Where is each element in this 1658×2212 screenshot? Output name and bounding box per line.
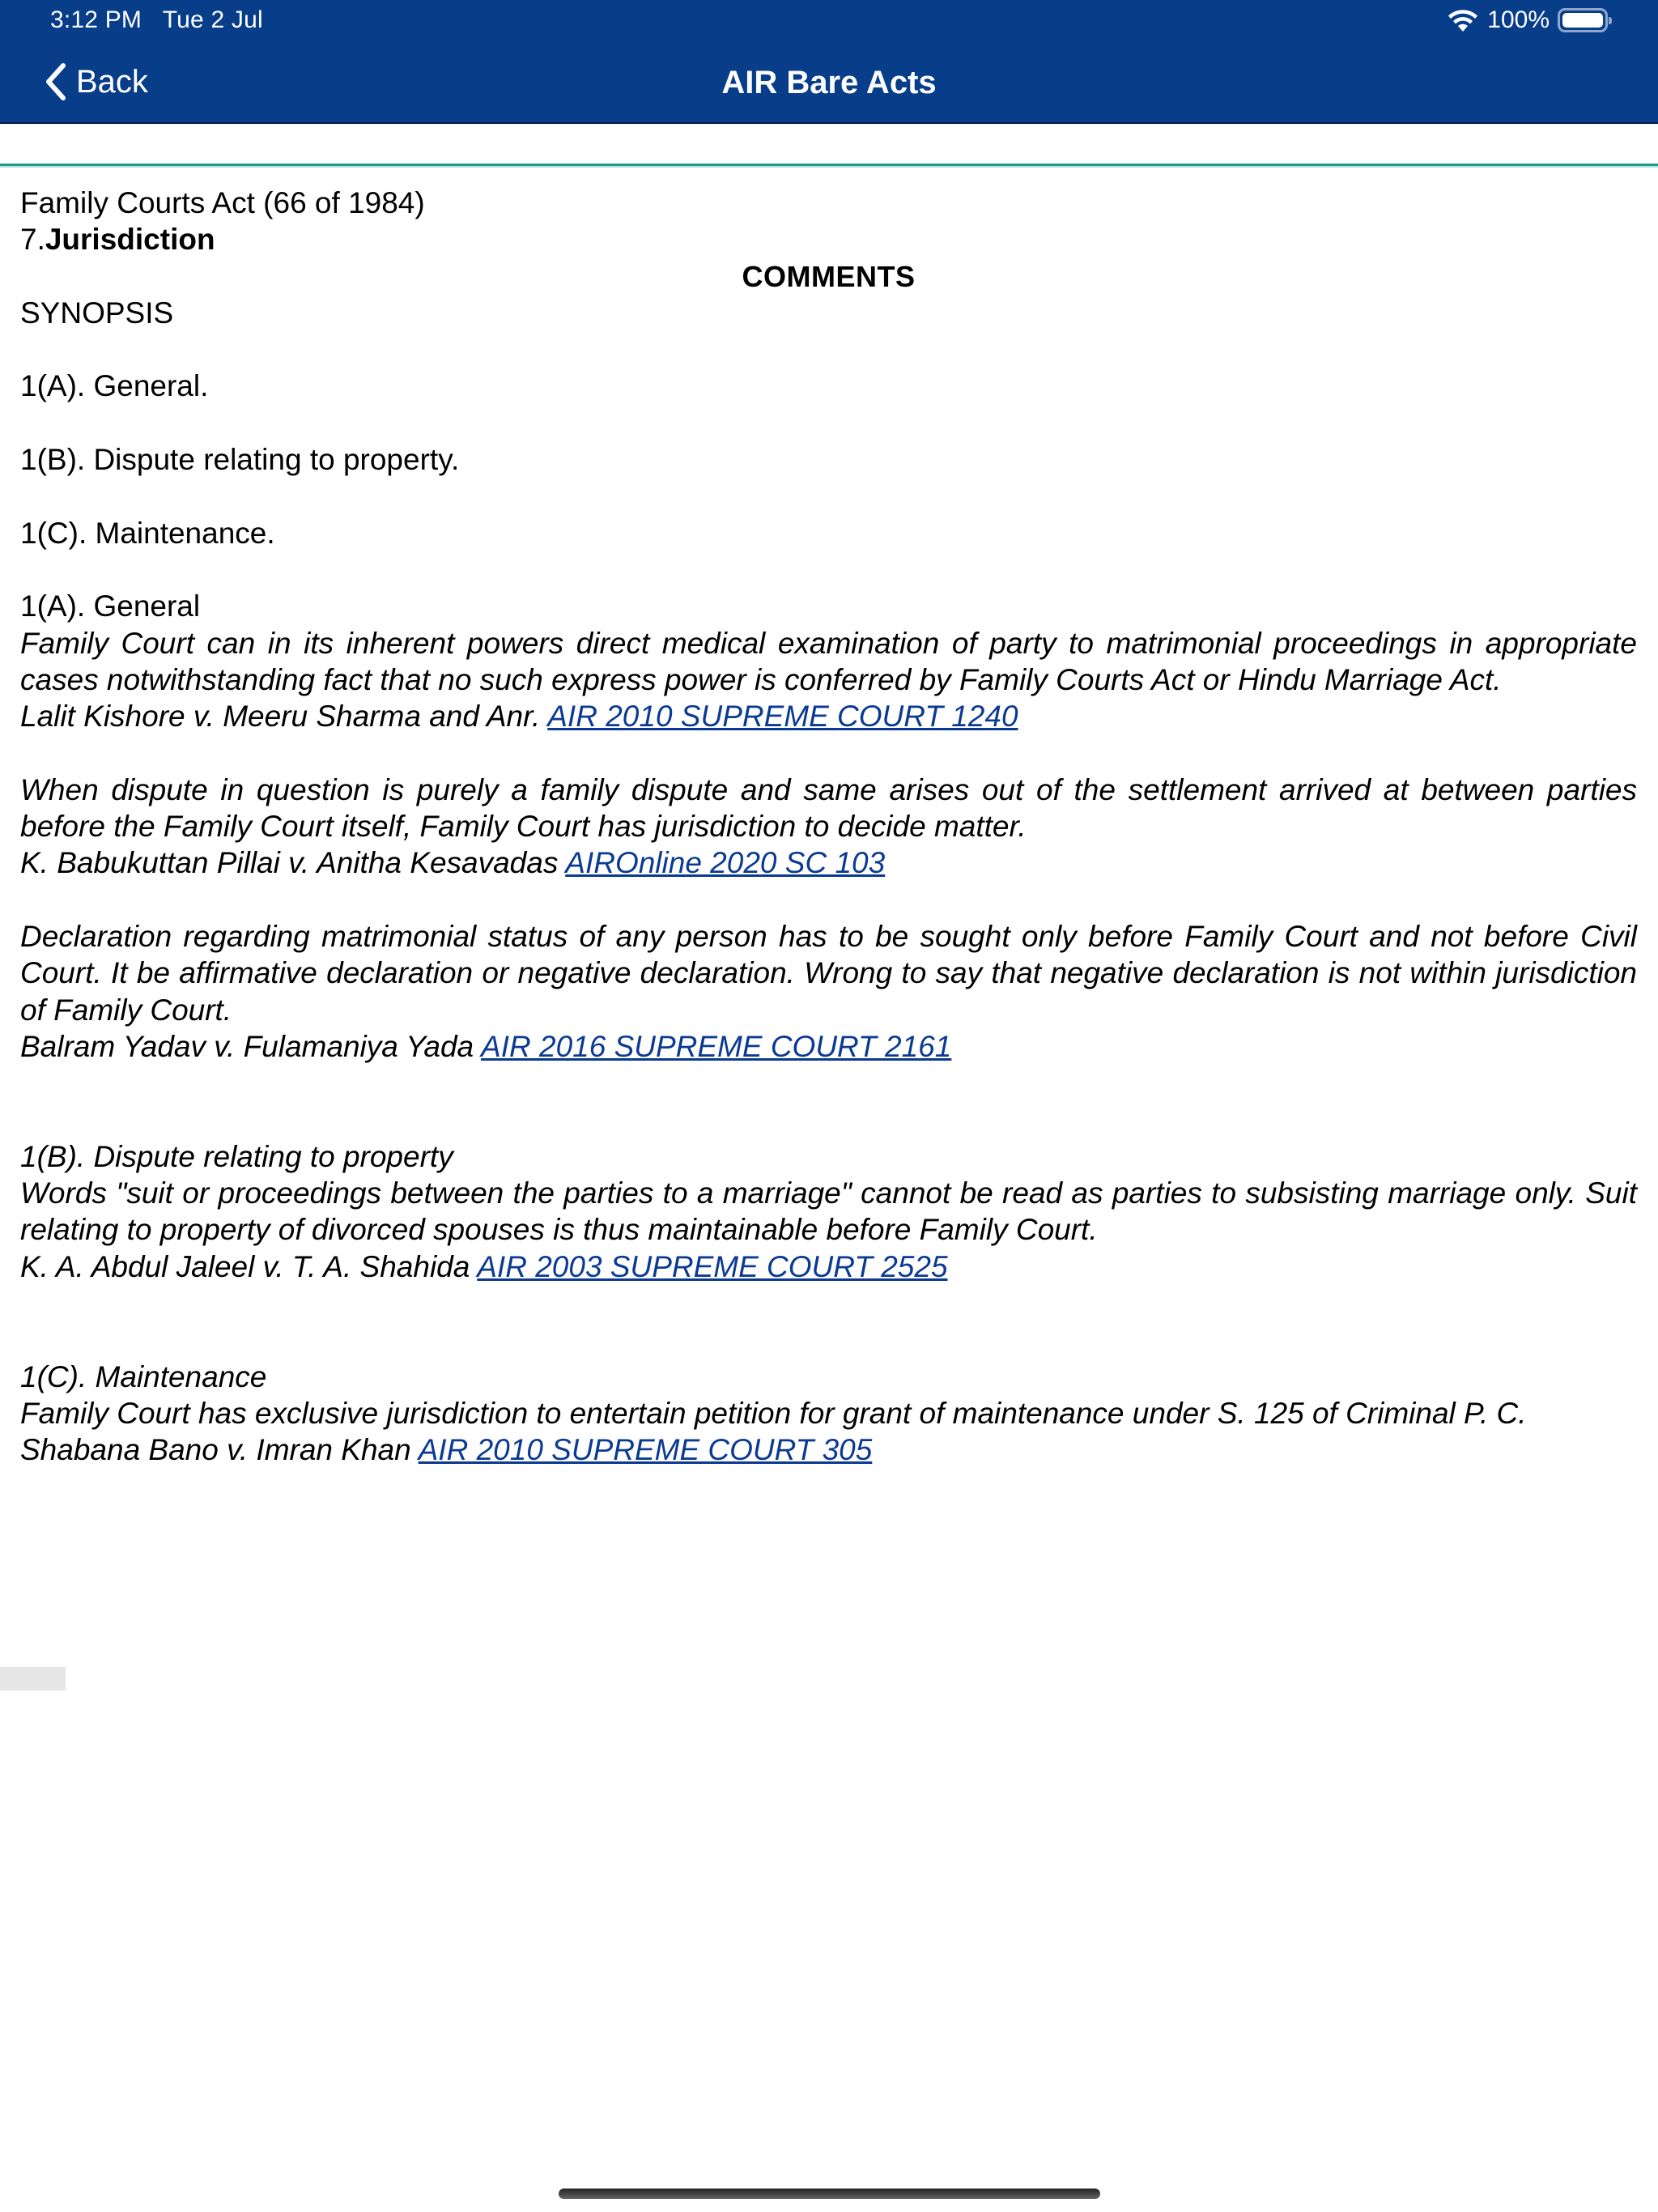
case-reference	[20, 698, 1637, 734]
wifi-icon	[1447, 7, 1479, 33]
citation-link[interactable]: AIR 2010 SUPREME COURT 305	[418, 1433, 873, 1467]
comment-text: Declaration regarding matrimonial status of any person has to be sought only before Family Court and not before Civil Court. It be affirmative declaration or negative declaration. Wrong to say that negative declaration is not within jurisdiction of Family Court.	[20, 919, 1637, 1027]
synopsis-item: 1(B). Dispute relating to property.	[20, 443, 460, 477]
citation-link[interactable]: AIROnline 2020 SC 103	[565, 846, 886, 880]
navigation-bar	[0, 0, 1658, 124]
synopsis-item: 1(C). Maintenance.	[20, 516, 275, 550]
back-label: Back	[76, 63, 148, 100]
comments-heading: COMMENTS	[742, 259, 916, 293]
case-parties: Shabana Bano v. Imran Khan	[20, 1433, 411, 1467]
case-reference	[20, 1249, 1637, 1285]
divider-highlight	[0, 166, 1658, 168]
section-a-heading: 1(A). General	[20, 589, 201, 623]
battery-icon	[1558, 8, 1608, 32]
citation-link[interactable]: AIR 2003 SUPREME COURT 2525	[477, 1249, 948, 1283]
status-bar-time	[50, 6, 263, 34]
status-date-text: Tue 2 Jul	[162, 6, 263, 33]
home-indicator[interactable]	[559, 2189, 1100, 2199]
comment-text: Words "suit or proceedings between the parties to a marriage" cannot be read as parties to subsisting marriage only. Suit relating to property of divorced spouses is thus maintainable before Family Court.	[20, 1176, 1637, 1247]
case-reference	[20, 844, 1637, 881]
scroll-indicator	[0, 1667, 66, 1691]
comment-text: Family Court has exclusive jurisdiction to entertain petition for grant of maintenance under S. 125 of Criminal P. C.	[20, 1396, 1527, 1430]
section-number: 7.	[20, 223, 45, 257]
synopsis-heading: SYNOPSIS	[20, 296, 174, 330]
section-heading	[20, 221, 1637, 257]
case-parties: Balram Yadav v. Fulamaniya Yada	[20, 1029, 474, 1063]
battery-percent: 100%	[1487, 6, 1550, 33]
case-parties: Lalit Kishore v. Meeru Sharma and Anr.	[20, 700, 541, 734]
case-parties: K. A. Abdul Jaleel v. T. A. Shahida	[20, 1249, 470, 1283]
status-bar-right	[1447, 6, 1608, 34]
document-content	[20, 185, 1637, 1468]
status-time-text: 3:12 PM	[50, 6, 142, 33]
citation-link[interactable]: AIR 2010 SUPREME COURT 1240	[547, 700, 1018, 734]
section-b-heading: 1(B). Dispute relating to property	[20, 1139, 453, 1173]
act-title: Family Courts Act (66 of 1984)	[20, 186, 425, 219]
citation-link[interactable]: AIR 2016 SUPREME COURT 2161	[481, 1029, 952, 1063]
comment-text: When dispute in question is purely a family dispute and same arises out of the settlement arrived at between parties before the Family Court itself, Family Court has jurisdiction to decide matter.	[20, 772, 1637, 844]
page-title: AIR Bare Acts	[721, 65, 937, 100]
section-title: Jurisdiction	[45, 223, 215, 257]
section-c-heading: 1(C). Maintenance	[20, 1359, 267, 1393]
comment-text: Family Court can in its inherent powers direct medical examination of party to matrimonial proceedings in appropriate cases notwithstanding fact that no such express power is conferred by Family Courts Act or Hindu Marriage Act.	[20, 626, 1637, 696]
case-reference	[20, 1431, 1637, 1468]
case-parties: K. Babukuttan Pillai v. Anitha Kesavadas	[20, 846, 559, 880]
synopsis-item: 1(A). General.	[20, 369, 209, 403]
case-reference	[20, 1028, 1637, 1065]
